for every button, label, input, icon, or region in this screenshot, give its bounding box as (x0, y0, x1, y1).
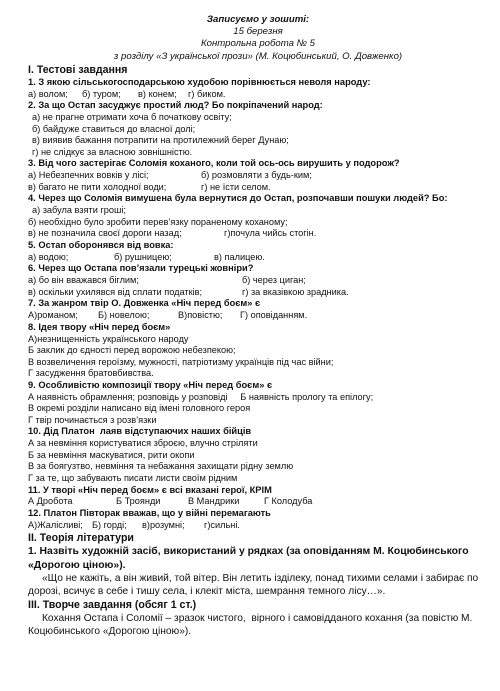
question-8-option-b: Б заклик до єдності перед ворожою небезпекою; (28, 345, 236, 356)
header-date: 15 березня (233, 26, 283, 38)
option-d: г) за вказівкою зрадника. (242, 286, 349, 297)
question-10-option-b: Б за невміння маскуватися, рити окопи (28, 449, 195, 460)
question-9: 9. Особливістю композиції твору «Ніч перед боєм» є (28, 379, 273, 390)
option-a: А Дробота (28, 496, 73, 507)
question-4: 4. Через що Соломія вимушена була вернутися до Остап, розпочавши пошуки людей? Бо: (28, 193, 448, 204)
question-9-option-c: В окремі розділи написано від імені головного героя (28, 403, 251, 414)
option-b: б) рушницею; (114, 251, 172, 262)
question-6: 6. Через що Остапа пов’язали турецькі жовніри? (28, 263, 254, 274)
section-3-title: ІІІ. Творче завдання (обсяг 1 ст.) (28, 598, 197, 611)
section-2-quote: «Що не кажіть, а він живий, той вітер. Він летить ізділеку, понад тихими селами і забирає по дорозі, всичує в себе і тишу села, і клекіт міста, шемрання темного лісу…». (28, 572, 479, 597)
question-2-option-a: а) не прагне отримати хоча б початкову освіту; (32, 112, 232, 122)
question-9-options-ab: А наявність обрамлення; розповідь у розповіді Б наявність прологу та епілогу; (28, 391, 374, 402)
question-7: 7. За жанром твір О. Довженка «Ніч перед боєм» є (28, 298, 261, 309)
question-10-option-c: В за боягузтво, невміння та небажання захищати рідну землю (28, 461, 294, 472)
question-4-options-row3 (28, 228, 488, 240)
option-b: Б Троянди (116, 496, 161, 507)
question-4-option-a: а) забула взяти гроші; (32, 205, 126, 216)
section-3-task: Кохання Остапа і Соломії – зразок чистого, вірного і самовідданого кохання (за повістю М. Коцюбинського «Дорогою ціною»). (28, 612, 476, 637)
section-1-title: І. Тестові завдання (28, 63, 128, 76)
option-a: А)романом; (28, 310, 78, 321)
question-6-options-row2 (28, 287, 488, 299)
question-2-option-b: б) байдуже ставиться до власної долі; (32, 123, 196, 134)
option-c: в) конем; (138, 88, 177, 99)
question-8-option-a: А)незнищенність українського народу (28, 333, 189, 344)
section-2-title: ІІ. Теорія літератури (28, 532, 134, 545)
option-c: в) оскільки ухилявся від сплати податків; (28, 286, 203, 297)
question-4-option-b: б) необхідно було зробити перев’язку пораненому коханому; (28, 216, 288, 227)
option-d: г)сильні. (204, 519, 240, 530)
option-b: Б) новелою; (98, 310, 150, 321)
question-11-options (28, 496, 488, 508)
question-9-option-d: Г твір починається з розв’язки (28, 414, 157, 425)
question-5: 5. Остап оборонявся від вовка: (28, 239, 174, 250)
option-c: В)повістю; (178, 310, 223, 321)
question-10-option-a: А за невміння користуватися зброєю, влучно стріляти (28, 438, 258, 449)
option-d: Г) оповіданням. (240, 310, 308, 321)
section-2-question-1: 1. Назвіть художній засіб, використаний у рядках (за оповіданням М. Коцюбинського «Дорогою ціною»). (28, 546, 469, 571)
option-c: в) не позначила своєї дороги назад; (28, 228, 182, 239)
option-b: Б) горді; (92, 519, 127, 530)
question-10: 10. Дід Платон лаяв відступаючих наших бійців (28, 426, 252, 437)
option-d: г)почула чийсь стогін. (224, 228, 317, 239)
option-b: б) розмовляти з будь-ким; (201, 170, 312, 181)
question-10-option-d: Г за те, що забувають писати листи своїм рідним (28, 473, 238, 484)
question-7-options (28, 310, 488, 322)
question-8-option-c: В возвеличення героїзму, мужності, патріотизму українців під час війни; (28, 356, 334, 367)
option-c: в)розумні; (142, 519, 185, 530)
question-3-options-row1 (28, 170, 488, 182)
header-topic: з розділу «З української прози» (М. Коцюбинський, О. Довженко) (113, 50, 403, 62)
question-6-options-row1 (28, 275, 488, 287)
option-a: а) водою; (28, 251, 69, 262)
question-3: 3. Від чого застерігає Соломія коханого, коли той ось-ось вирушить у подорож? (28, 158, 400, 169)
option-d: г) не їсти селом. (201, 181, 271, 192)
option-a: А)Жалісливі; (28, 519, 83, 530)
option-a: а) бо він вважався біглим; (28, 275, 139, 286)
question-8: 8. Ідея твору «Ніч перед боєм» (28, 321, 171, 332)
question-2-option-d: г) не слідкує за власною зовнішністю. (32, 146, 193, 157)
question-11: 11. У творі «Ніч перед боєм» є всі вказані герої, КРІМ (28, 484, 272, 495)
option-a: а) волом; (28, 88, 68, 99)
option-a: а) Небезпечних вовків у лісі; (28, 170, 149, 181)
question-2-option-c: в) виявив бажання потрапити на протилежний берег Дунаю; (32, 135, 289, 146)
option-c: в) багато не пити холодної води; (28, 181, 167, 192)
option-d: Г Колодуба (264, 496, 313, 507)
question-2: 2. За що Остап засуджує простий люд? Бо покріпачений народ: (28, 100, 323, 111)
option-c: В Мандрики (188, 496, 240, 507)
option-b: б) туром; (82, 88, 121, 99)
worksheet-header (28, 14, 488, 63)
question-3-options-row2 (28, 182, 488, 194)
question-5-options (28, 252, 488, 264)
header-test-number: Контрольна робота № 5 (200, 38, 316, 50)
question-1: 1. З якою сільськогосподарською худобою порівнюється неволя народу: (28, 76, 371, 87)
option-d: г) биком. (188, 88, 226, 99)
option-c: в) палицею. (214, 251, 265, 262)
header-title: Записуємо у зошиті: (206, 14, 310, 25)
option-b: б) через циган; (242, 275, 306, 286)
question-8-option-d: Г засудження братовбивства. (28, 368, 154, 379)
question-12-options (28, 520, 488, 532)
question-12: 12. Платон Півторак вважав, що у війні перемагають (28, 508, 271, 519)
question-1-options (28, 89, 488, 101)
